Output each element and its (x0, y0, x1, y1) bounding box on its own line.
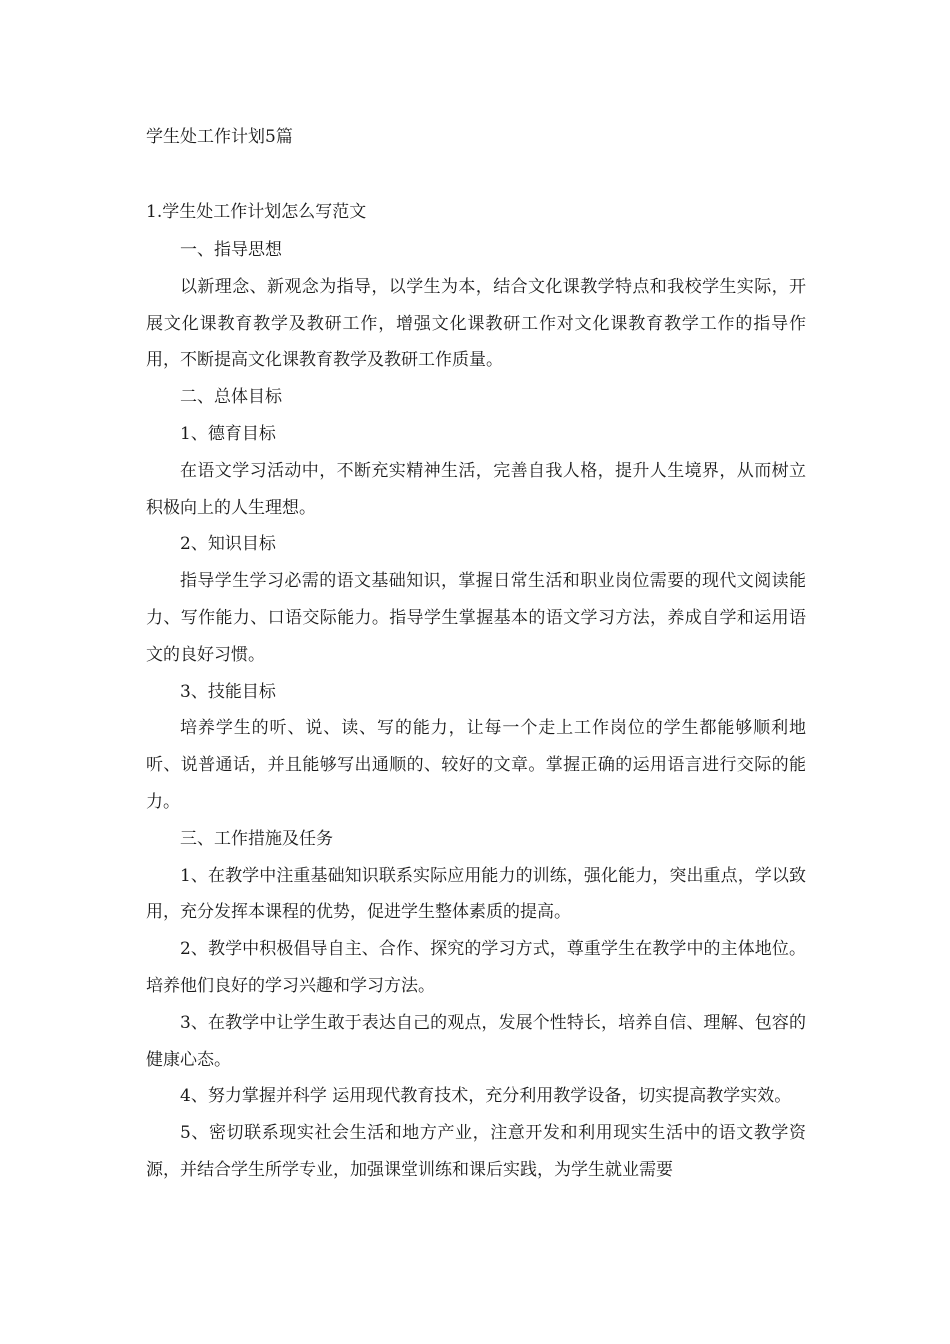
list-item: 4、努力掌握并科学 运用现代教育技术，充分利用教学设备，切实提高教学实效。 (180, 1086, 792, 1107)
paragraph: 培养学生的听、说、读、写的能力，让每一个走上工作岗位的学生都能够顺利地听、说普通话，并且能够写出通顺的、较好的文章。掌握正确的运用语言进行交际的能力。 (146, 718, 806, 812)
heading-overall-goals: 二、总体目标 (180, 387, 282, 408)
list-item: 3、在教学中让学生敢于表达自己的观点，发展个性特长，培养自信、理解、包容的健康心态。 (146, 1012, 806, 1070)
document-body (146, 232, 806, 1189)
heading-measures-tasks: 三、工作措施及任务 (180, 828, 333, 849)
heading-guiding-ideology: 一、指导思想 (180, 240, 282, 260)
subheading-skill-goals: 3、技能目标 (180, 681, 276, 702)
paragraph: 以新理念、新观念为指导，以学生为本，结合文化课教学特点和我校学生实际，开展文化课教育教学及教研工作，增强文化课教研工作对文化课教育教学工作的指导作用，不断提高文化课教育教学及教研工作质量。 (146, 276, 806, 371)
paragraph: 指导学生学习必需的语文基础知识，掌握日常生活和职业岗位需要的现代文阅读能力、写作能力、口语交际能力。指导学生掌握基本的语文学习方法，养成自学和运用语文的良好习惯。 (146, 571, 806, 665)
document-title: 学生处工作计划5篇 (146, 127, 293, 147)
section-title: 1.学生处工作计划怎么写范文 (146, 202, 367, 222)
list-item: 5、密切联系现实社会生活和地方产业，注意开发和利用现实生活中的语文教学资源，并结合学生所学专业，加强课堂训练和课后实践，为学生就业需要 (146, 1123, 806, 1180)
subheading-moral-goals: 1、德育目标 (180, 423, 276, 444)
subheading-knowledge-goals: 2、知识目标 (180, 534, 276, 555)
paragraph: 在语文学习活动中，不断充实精神生活，完善自我人格，提升人生境界，从而树立积极向上的人生理想。 (146, 460, 806, 518)
list-item: 1、在教学中注重基础知识联系实际应用能力的训练，强化能力，突出重点，学以致用，充分发挥本课程的优势，促进学生整体素质的提高。 (146, 865, 806, 923)
list-item: 2、教学中积极倡导自主、合作、探究的学习方式，尊重学生在教学中的主体地位。培养他们良好的学习兴趣和学习方法。 (146, 939, 806, 996)
